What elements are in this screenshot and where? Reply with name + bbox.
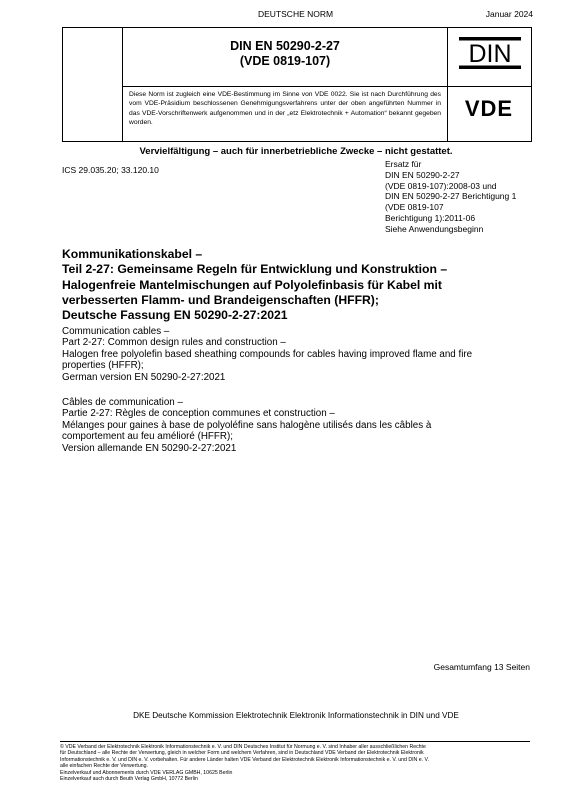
standard-number	[123, 39, 447, 69]
copy-notice: Vervielfältigung – auch für innerbetriebliche Zwecke – nicht gestattet.	[139, 146, 453, 157]
title-line: Halogenfreie Mantelmischungen auf Polyolefinbasis für Kabel mit	[62, 277, 442, 292]
footer-divider	[60, 741, 530, 742]
replacement-line: (VDE 0819-107	[385, 202, 444, 213]
title-english	[62, 326, 532, 383]
din-logo-text: DIN	[468, 40, 512, 68]
title-line: Deutsche Fassung EN 50290-2-27:2021	[62, 308, 288, 323]
title-line: Teil 2-27: Gemeinsame Regeln für Entwicklung und Konstruktion –	[62, 262, 448, 277]
replacement-info	[385, 159, 535, 235]
footer-line: Einzelverkauf auch durch Beuth Verlag GmbH, 10772 Berlin	[60, 776, 198, 783]
title-line: Mélanges pour gaines à base de polyoléfine sans halogène utilisés dans les câbles à	[62, 419, 432, 431]
title-line: Version allemande EN 50290-2-27:2021	[62, 442, 237, 454]
replacement-line: DIN EN 50290-2-27	[385, 169, 460, 180]
divider	[122, 86, 531, 87]
vde-logo	[453, 97, 525, 119]
title-line: Kommunikationskabel –	[62, 247, 203, 261]
footer-line: Einzelverkauf und Abonnements durch VDE VERLAG GMBH, 10625 Berlin	[60, 769, 233, 776]
dke-line: DKE Deutsche Kommission Elektrotechnik Elektronik Informationstechnik in DIN und VDE	[133, 711, 459, 720]
title-french	[62, 397, 532, 454]
replacement-line: DIN EN 50290-2-27 Berichtigung 1	[385, 191, 517, 202]
din-logo	[458, 36, 522, 70]
issue-date: Januar 2024	[485, 9, 533, 19]
title-line: verbesserten Flamm- und Brandeigenschaften (HFFR);	[62, 292, 379, 307]
publisher-label: DEUTSCHE NORM	[258, 9, 334, 19]
title-line: comportement au feu amélioré (HFFR);	[62, 431, 233, 443]
copyright-footer	[60, 744, 536, 782]
title-line: German version EN 50290-2-27:2021	[62, 371, 226, 383]
vde-note: Diese Norm ist zugleich eine VDE-Bestimmung im Sinne von VDE 0022. Sie ist nach Durchführung des vom VDE-Präsidium beschlossenen Genehmigungsverfahrens unter der oben angeführten Nummer in das VDE-Vorschriftenwerk aufgenommen und in der „etz Elektrotechnik + Automation“ bekannt gegeben worden.	[129, 91, 441, 126]
replacement-line: Ersatz für	[385, 159, 422, 169]
replacement-line: Berichtigung 1):2011-06	[385, 212, 476, 223]
title-line: Partie 2-27: Règles de conception communes et construction –	[62, 408, 335, 420]
ics-codes: ICS 29.035.20; 33.120.10	[62, 165, 159, 175]
replacement-line: (VDE 0819-107):2008-03 und	[385, 180, 497, 191]
standard-number-line1: DIN EN 50290-2-27	[230, 39, 340, 53]
standard-number-line2: (VDE 0819-107)	[239, 54, 331, 68]
replacement-line: Siehe Anwendungsbeginn	[385, 223, 484, 234]
footer-line: Informationstechnik e. V. und DIN e. V. vorbehalten. Für andere Länder halten VDE Verband der Elektrotechnik Elektronik Informationstechnik e. V. und DIN e. V.	[60, 756, 429, 763]
footer-line: für Deutschland – alle Rechte der Verwertung, gleich in welcher Form und welchem Verfahren, sind in Deutschland VDE Verband der Elektrotechnik Elektronik	[60, 750, 424, 757]
title-line: Communication cables –	[62, 326, 170, 337]
vde-logo-text: VDE	[464, 97, 514, 119]
title-german	[62, 247, 532, 323]
footer-line: © VDE Verband der Elektrotechnik Elektronik Informationstechnik e. V. und DIN Deutsches Institut für Normung e. V. sind Inhaber aller ausschließlichen Rechte	[60, 744, 426, 750]
title-line: properties (HFFR);	[62, 360, 144, 372]
divider	[447, 28, 448, 141]
total-pages: Gesamtumfang 13 Seiten	[433, 662, 530, 672]
title-box	[62, 27, 532, 142]
title-line: Halogen free polyolefin based sheathing compounds for cables having improved flame and fire	[62, 348, 473, 360]
footer-line: alle einfachen Rechte der Verwertung.	[60, 763, 148, 770]
title-line: Câbles de communication –	[62, 397, 183, 408]
title-line: Part 2-27: Common design rules and construction –	[62, 337, 286, 349]
